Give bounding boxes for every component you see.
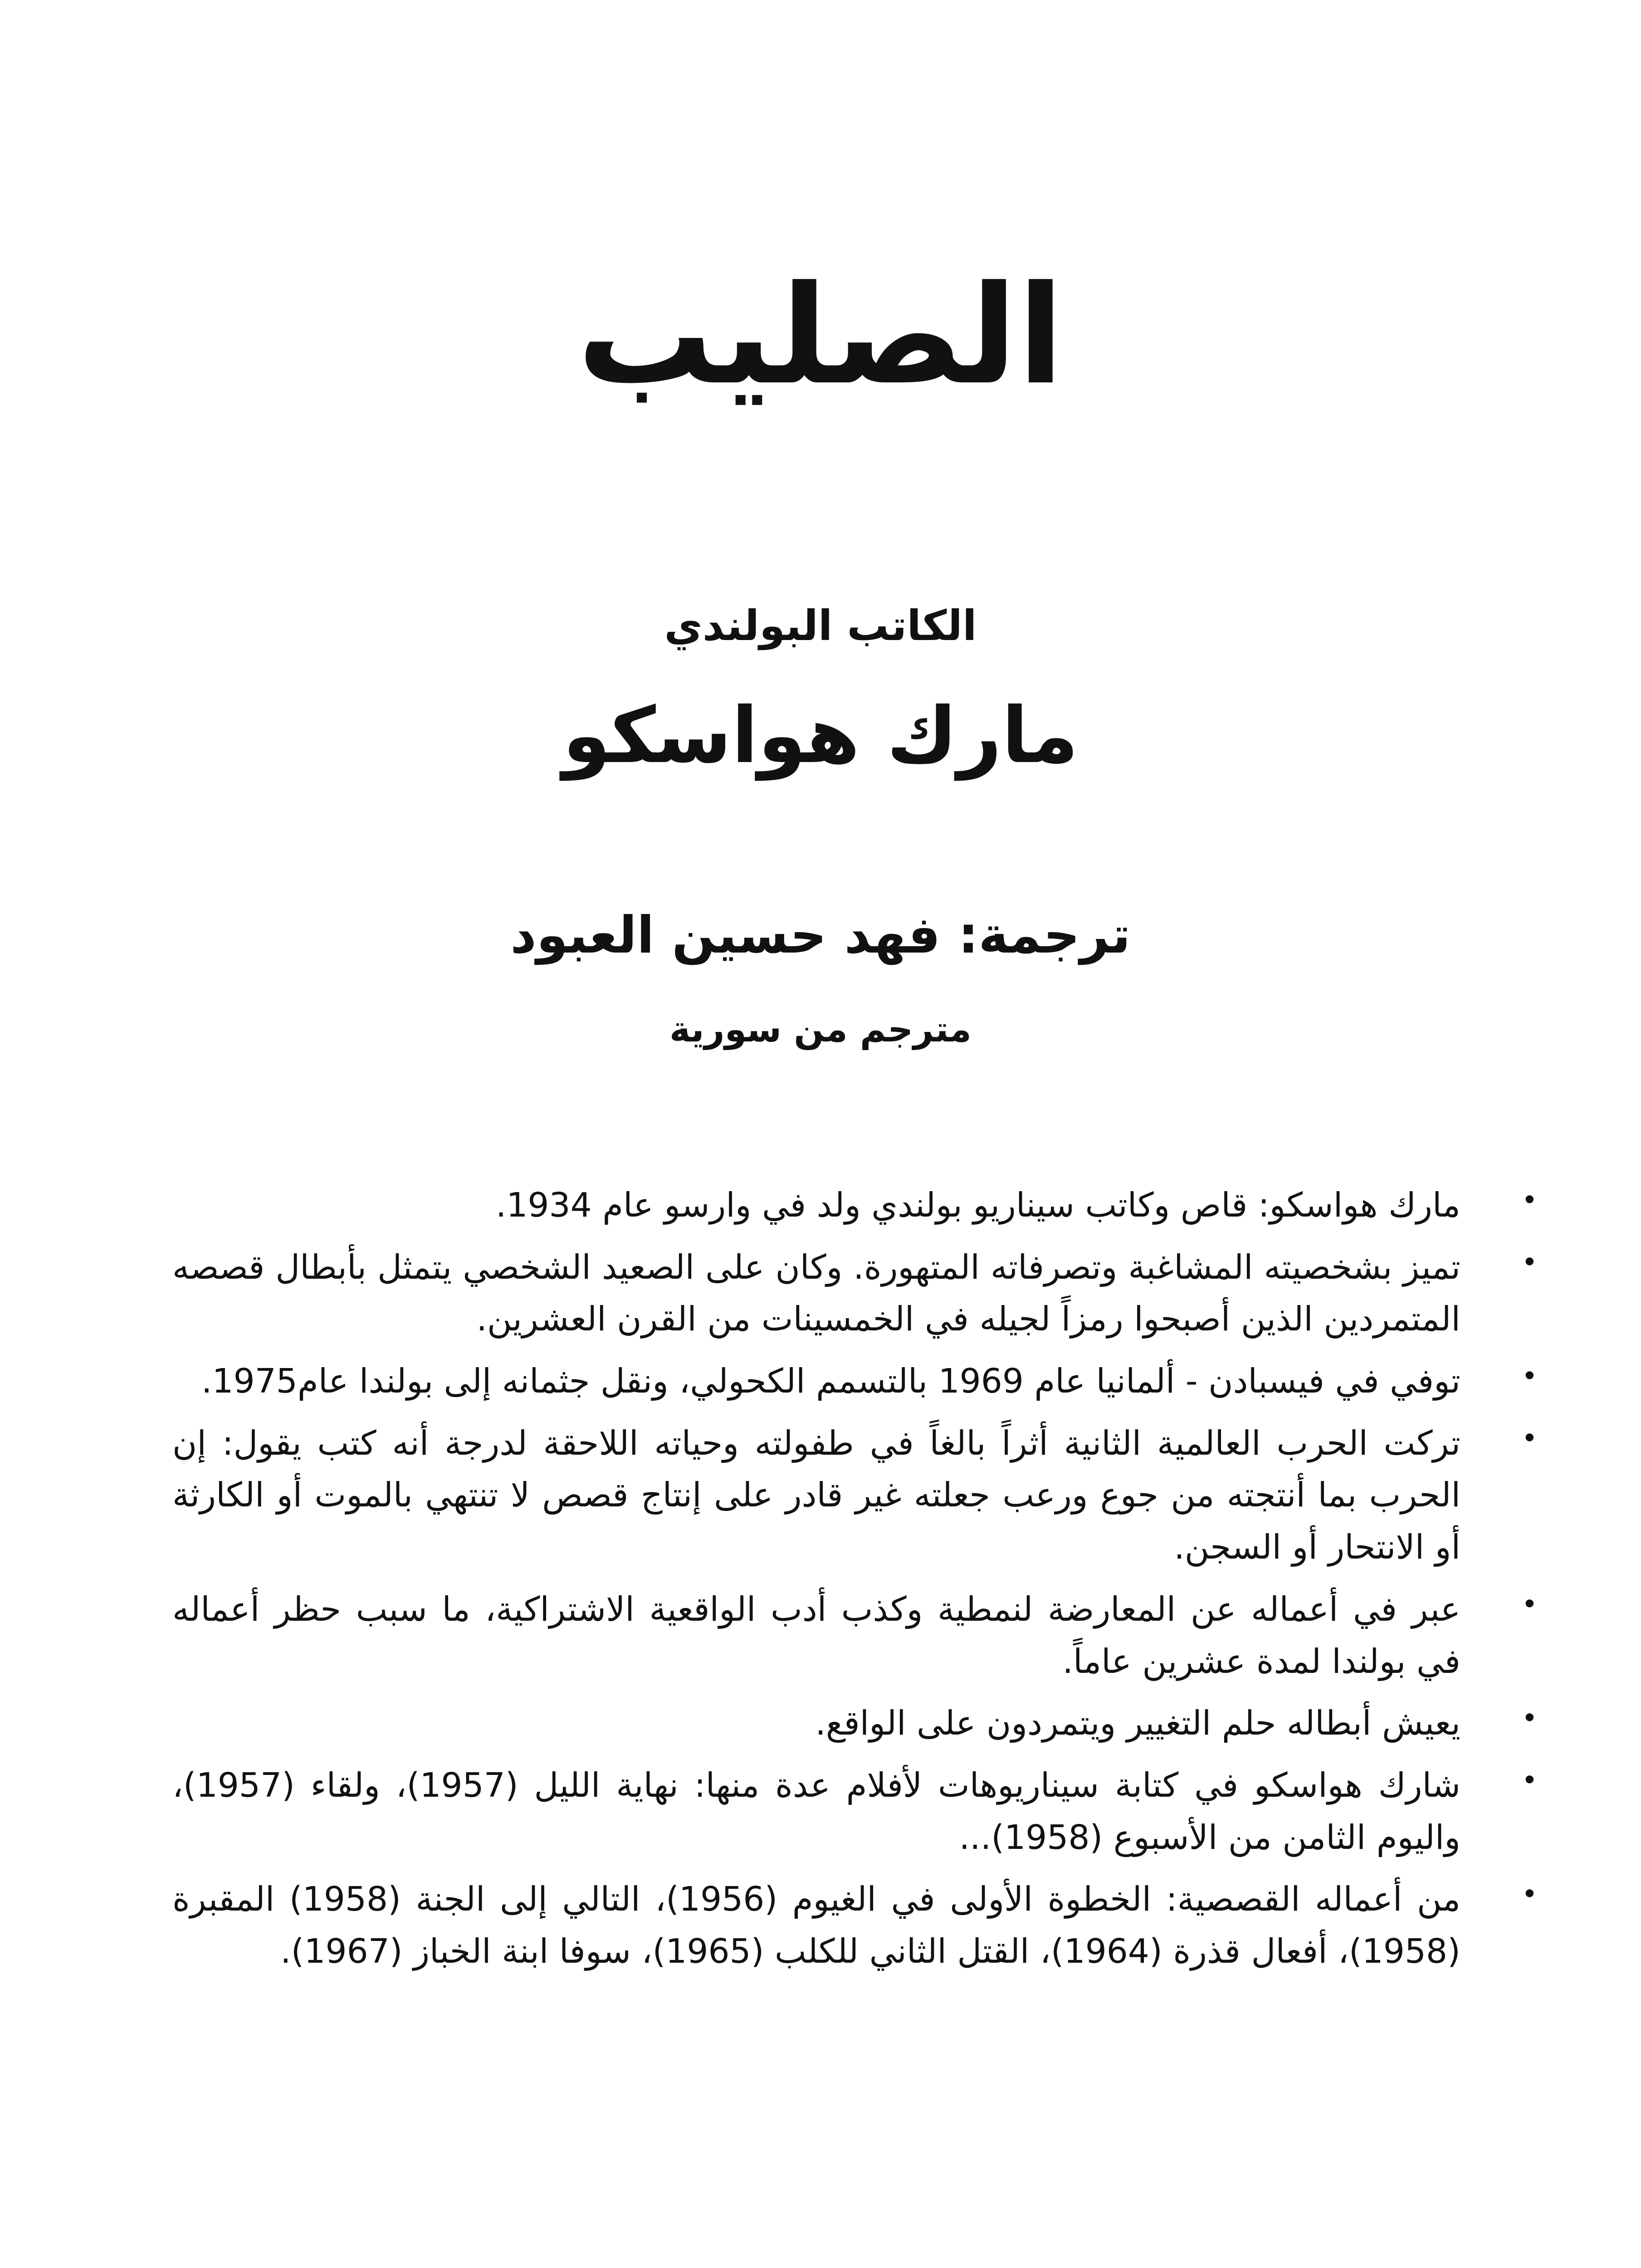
author-name: مارك هواسكو: [562, 691, 1079, 781]
bio-item: • تركت الحرب العالمية الثانية أثراً بالغاً في طفولته وحياته اللاحقة لدرجة أنه كتب يقول: إن الحرب بما أنتجته من جوع ورعب جعلته غير قادر على إنتاج قصص لا تنتهي بالموت أو الكارثة أو الانتحار أو السجن.: [172, 1418, 1460, 1574]
translator-credit: ترجمة: فهد حسين العبود: [510, 906, 1131, 965]
bio-item: • عبر في أعماله عن المعارضة لنمطية وكذب أدب الواقعية الاشتراكية، ما سبب حظر أعماله في بولندا لمدة عشرين عاماً.: [172, 1584, 1460, 1687]
book-title: الصليب: [577, 256, 1064, 415]
translator-origin: مترجم من سورية: [669, 1009, 972, 1050]
bio-item: • تميز بشخصيته المشاغبة وتصرفاته المتهورة. وكان على الصعيد الشخصي يتمثل بأبطال قصصه المتمردين الذين أصبحوا رمزاً لجيله في الخمسينات من القرن العشرين.: [172, 1242, 1460, 1345]
bio-item: • مارك هواسكو: قاص وكاتب سيناريو بولندي ولد في وارسو عام 1934.: [172, 1179, 1460, 1232]
bio-item: • من أعماله القصصية: الخطوة الأولى في الغيوم (1956)، التالي إلى الجنة (1958) المقبرة (1958)، أفعال قذرة (1964)، القتل الثاني للكلب (1965)، سوفا ابنة الخباز (1967).: [172, 1873, 1460, 1977]
bio-item: • يعيش أبطاله حلم التغيير ويتمردون على الواقع.: [172, 1697, 1460, 1750]
author-nationality: الكاتب البولندي: [664, 601, 977, 650]
author-bio-list: [172, 1179, 1460, 1988]
bio-item: • شارك هواسكو في كتابة سيناريوهات لأفلام عدة منها: نهاية الليل (1957)، ولقاء (1957)، واليوم الثامن من الأسبوع (1958)...: [172, 1760, 1460, 1863]
bio-item: • توفي في فيسبادن - ألمانيا عام 1969 بالتسمم الكحولي، ونقل جثمانه إلى بولندا عام1975.: [172, 1355, 1460, 1408]
